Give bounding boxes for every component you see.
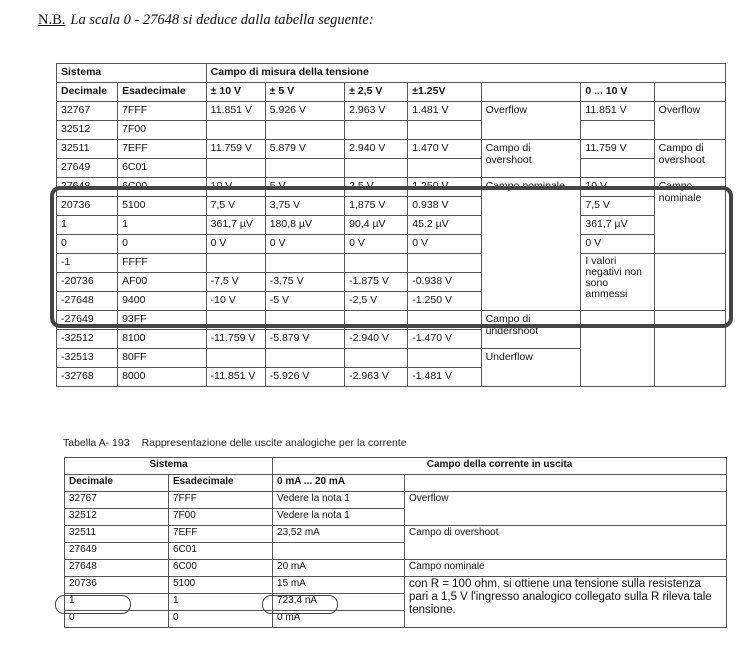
cell: 7FFF [169, 492, 273, 509]
cell [408, 254, 481, 273]
cell: 7,5 V [206, 197, 265, 216]
cell: Vedere la nota 1 [273, 492, 405, 509]
t2-col-header [405, 475, 727, 492]
t1-col-header [654, 83, 725, 102]
cell: 0 V [265, 235, 344, 254]
cell: -32768 [57, 368, 118, 387]
cell [408, 349, 481, 368]
cell: 7FFF [118, 102, 207, 121]
cell: 7EFF [169, 526, 273, 543]
cell [265, 159, 344, 178]
cell: 7EFF [118, 140, 207, 159]
cell: -27648 [57, 292, 118, 311]
cell: -7,5 V [206, 273, 265, 292]
cell [345, 159, 408, 178]
table-row [57, 140, 726, 159]
current-table [64, 457, 727, 628]
cell: 7F00 [169, 509, 273, 526]
cell: 2.963 V [345, 102, 408, 121]
cell: 93FF [118, 311, 207, 330]
cell: 1.250 V [408, 178, 481, 197]
cell: 27649 [65, 543, 169, 560]
t1-header-system: Sistema [57, 64, 207, 83]
undershoot-label: Campo di undershoot [481, 311, 581, 349]
cell: 5.879 V [265, 140, 344, 159]
cell: 0 V [581, 235, 654, 254]
cell: -1.875 V [345, 273, 408, 292]
cell: 80FF [118, 349, 207, 368]
cell [345, 254, 408, 273]
cell: 7F00 [118, 121, 207, 140]
note-line [38, 12, 374, 29]
t2-col-header: 0 mA ... 20 mA [273, 475, 405, 492]
cell: 32767 [57, 102, 118, 121]
cell: 32512 [65, 509, 169, 526]
cell: 10 V [581, 178, 654, 197]
cell: 1.481 V [408, 102, 481, 121]
cell: 6C00 [169, 560, 273, 577]
table-row [57, 159, 726, 178]
cell: 0 V [206, 235, 265, 254]
cell [206, 159, 265, 178]
cell: -5.926 V [265, 368, 344, 387]
cell: -11.759 V [206, 330, 265, 349]
cell: 32511 [57, 140, 118, 159]
cell: -10 V [206, 292, 265, 311]
cell: 11.759 V [206, 140, 265, 159]
cell: -2.963 V [345, 368, 408, 387]
table-caption [63, 437, 419, 449]
cell: 5100 [169, 577, 273, 594]
t1-col-header [481, 83, 581, 102]
cell [345, 311, 408, 330]
cell: 0 [118, 235, 207, 254]
negative-not-allowed-label: I valori negativi non sono ammessi [581, 254, 654, 311]
cell: 1 [57, 216, 118, 235]
t1-col-header: ± 10 V [206, 83, 265, 102]
cell: 20736 [65, 577, 169, 594]
cell: 20736 [57, 197, 118, 216]
cell: -20736 [57, 273, 118, 292]
cell: 361,7 µV [206, 216, 265, 235]
cell: 32767 [65, 492, 169, 509]
t2-col-headers [65, 475, 727, 492]
cell [265, 311, 344, 330]
t1-header-range: Campo di misura della tensione [206, 64, 725, 83]
cell: -1.481 V [408, 368, 481, 387]
cell: 20 mA [273, 560, 405, 577]
cell: -1 [57, 254, 118, 273]
cell [408, 311, 481, 330]
cell: 0 mA [273, 611, 405, 628]
cell: -2,5 V [345, 292, 408, 311]
cell [654, 311, 725, 387]
cell: -32512 [57, 330, 118, 349]
cell: 27648 [57, 178, 118, 197]
t1-col-header: 0 ... 10 V [581, 83, 654, 102]
t1-col-header: ± 5 V [265, 83, 344, 102]
cell [273, 543, 405, 560]
cell: 361,7 µV [581, 216, 654, 235]
table-row [57, 102, 726, 121]
table-row [57, 254, 726, 273]
cell: 5100 [118, 197, 207, 216]
t1-col-header: Esadecimale [118, 83, 207, 102]
cell: 27649 [57, 159, 118, 178]
table-row [57, 178, 726, 197]
t2-col-header: Esadecimale [169, 475, 273, 492]
overflow-label-right: Overflow [654, 102, 725, 140]
cell: -3,75 V [265, 273, 344, 292]
cell: 1 [65, 594, 169, 611]
table-row [65, 577, 727, 594]
cell: -32513 [57, 349, 118, 368]
nominal-label-right: Campo nominale [654, 178, 725, 254]
cell: -1.250 V [408, 292, 481, 311]
cell: 10 V [206, 178, 265, 197]
cell: 11.851 V [581, 102, 654, 121]
cell: -11.851 V [206, 368, 265, 387]
cell [206, 311, 265, 330]
cell: 180,8 µV [265, 216, 344, 235]
cell: AF00 [118, 273, 207, 292]
cell: 11.851 V [206, 102, 265, 121]
cell [206, 254, 265, 273]
table-row [57, 197, 726, 216]
cell: 0 V [408, 235, 481, 254]
cell [581, 159, 654, 178]
cell: 0 V [345, 235, 408, 254]
cell: -1.470 V [408, 330, 481, 349]
t1-col-headers [57, 83, 726, 102]
cell [345, 121, 408, 140]
cell: 8100 [118, 330, 207, 349]
t2-overflow-label: Overflow [405, 492, 727, 526]
cell: -5.879 V [265, 330, 344, 349]
table-row [57, 311, 726, 330]
cell: 723,4 nA [273, 594, 405, 611]
cell: 2.5 V [345, 178, 408, 197]
cell [654, 254, 725, 311]
cell: 1 [118, 216, 207, 235]
cell [581, 311, 654, 387]
caption-text: Rappresentazione delle uscite analogiche per la corrente [141, 437, 407, 449]
cell: 6C01 [118, 159, 207, 178]
table-row [57, 121, 726, 140]
cell: 11.759 V [581, 140, 654, 159]
cell: 1 [169, 594, 273, 611]
cell: 27648 [65, 560, 169, 577]
cell: 5.926 V [265, 102, 344, 121]
t2-header-range: Campo della corrente in uscita [273, 458, 727, 475]
cell [345, 349, 408, 368]
cell: 8000 [118, 368, 207, 387]
cell: 0 [57, 235, 118, 254]
cell: 3,75 V [265, 197, 344, 216]
cell: 1,875 V [345, 197, 408, 216]
cell: -5 V [265, 292, 344, 311]
cell [206, 121, 265, 140]
cell [265, 121, 344, 140]
cell: 9400 [118, 292, 207, 311]
table-row [65, 492, 727, 509]
table-row [65, 526, 727, 543]
overshoot-label-right: Campo di overshoot [654, 140, 725, 178]
cell [265, 349, 344, 368]
cell: -2.940 V [345, 330, 408, 349]
cell: Vedere la nota 1 [273, 509, 405, 526]
cell: 32511 [65, 526, 169, 543]
t1-col-header: Decimale [57, 83, 118, 102]
cell: 32512 [57, 121, 118, 140]
cell: 45.2 µV [408, 216, 481, 235]
cell: 6C01 [169, 543, 273, 560]
cell [206, 349, 265, 368]
cell [408, 121, 481, 140]
cell: 0.938 V [408, 197, 481, 216]
cell [265, 254, 344, 273]
t2-overshoot-label: Campo di overshoot [405, 526, 727, 560]
cell: 15 mA [273, 577, 405, 594]
cell: 7,5 V [581, 197, 654, 216]
overflow-label: Overflow [481, 102, 581, 140]
note-text: La scala 0 - 27648 si deduce dalla tabella seguente: [70, 12, 374, 28]
t2-explanation: con R = 100 ohm, si ottiene una tensione sulla resistenza pari a 1,5 V l'ingresso analogico collegato sulla R rileva tale tensione. [405, 577, 727, 628]
underflow-label: Underflow [481, 349, 581, 387]
cell: -27649 [57, 311, 118, 330]
t2-header-system: Sistema [65, 458, 273, 475]
cell: 6C00 [118, 178, 207, 197]
t1-col-header: ± 2,5 V [345, 83, 408, 102]
cell: 2.940 V [345, 140, 408, 159]
t2-col-header: Decimale [65, 475, 169, 492]
table-row [65, 560, 727, 577]
t1-col-header: ±1.25V [408, 83, 481, 102]
cell: 23,52 mA [273, 526, 405, 543]
cell: FFFF [118, 254, 207, 273]
table-row [57, 216, 726, 235]
caption-number: Tabella A- 193 [63, 437, 130, 449]
cell [581, 121, 654, 140]
table-row [57, 235, 726, 254]
cell [408, 159, 481, 178]
cell: -0.938 V [408, 273, 481, 292]
cell: 5 V [265, 178, 344, 197]
note-prefix: N.B. [38, 12, 66, 28]
nominal-label: Campo nominale [481, 178, 581, 311]
voltage-table [56, 63, 726, 387]
cell: 90,4 µV [345, 216, 408, 235]
cell: 1.470 V [408, 140, 481, 159]
t2-nominal-label: Campo nominale [405, 560, 727, 577]
cell: 0 [65, 611, 169, 628]
cell: 0 [169, 611, 273, 628]
overshoot-label: Campo di overshoot [481, 140, 581, 178]
